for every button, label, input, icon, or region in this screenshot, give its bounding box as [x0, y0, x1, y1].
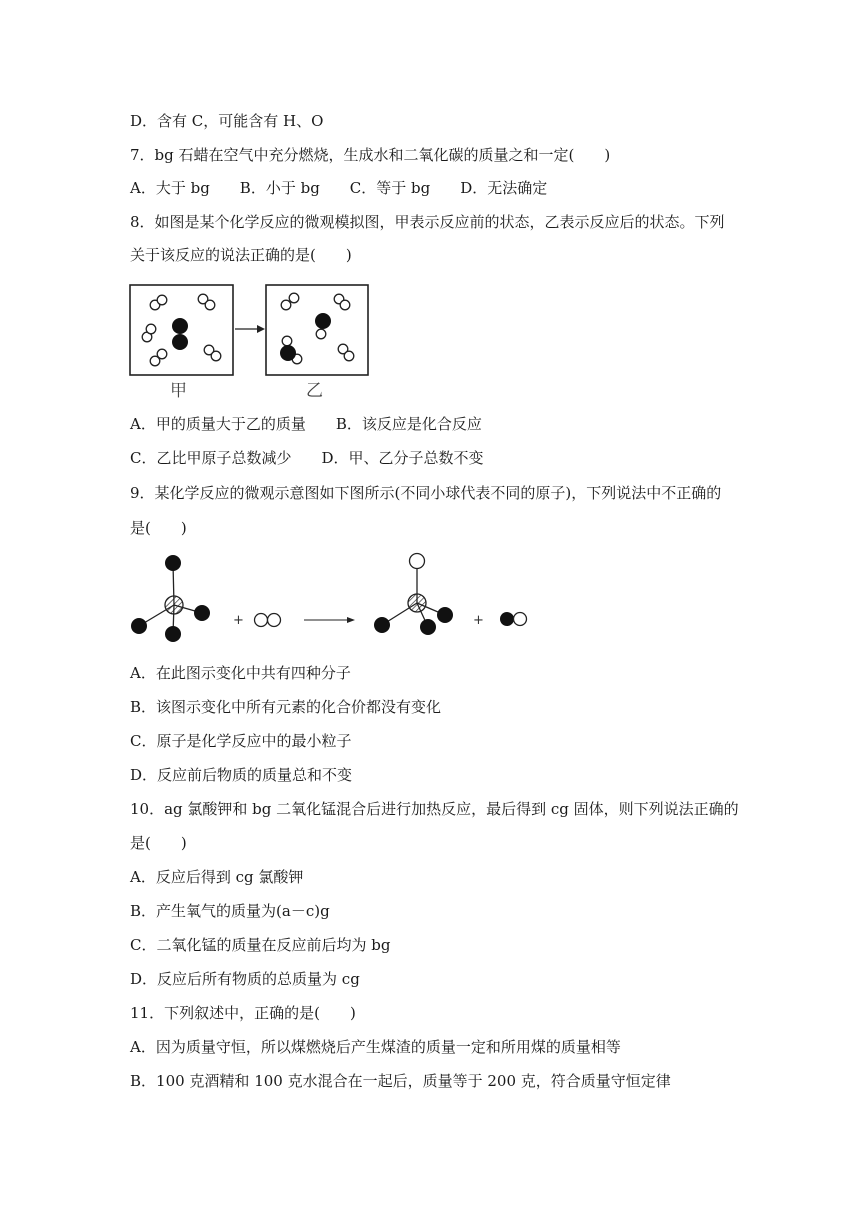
q10-option-c: C．二氧化锰的质量在反应前后均为 bg — [130, 936, 391, 954]
q9-stem-line1: 9．某化学反应的微观示意图如下图所示(不同小球代表不同的原子)，下列说法中不正确的 — [130, 484, 722, 502]
q10-option-d: D．反应后所有物质的总质量为 cg — [130, 970, 360, 988]
svg-text:+: + — [233, 613, 244, 628]
q6-option-d: D．含有 C，可能含有 H、O — [130, 112, 324, 130]
before-label: 甲 — [170, 381, 187, 401]
q9-figure — [128, 548, 543, 648]
after-box — [266, 285, 368, 375]
q10-option-b: B．产生氧气的质量为(a－c)g — [130, 902, 330, 920]
q9-option-c: C．原子是化学反应中的最小粒子 — [130, 732, 352, 750]
q8-stem-line2: 关于该反应的说法正确的是( ) — [130, 246, 352, 264]
q11-option-b: B．100 克酒精和 100 克水混合在一起后，质量等于 200 克，符合质量守恒定律 — [130, 1072, 671, 1090]
q8-figure — [128, 282, 373, 402]
q9-option-b: B．该图示变化中所有元素的化合价都没有变化 — [130, 698, 442, 716]
q11-stem: 11．下列叙述中，正确的是( ) — [130, 1004, 356, 1022]
q8-options-cd: C．乙比甲原子总数减少 D．甲、乙分子总数不变 — [130, 449, 484, 467]
q9-option-a: A．在此图示变化中共有四种分子 — [130, 664, 351, 682]
q9-stem-line2: 是( ) — [130, 519, 187, 537]
q7-stem: 7．bg 石蜡在空气中充分燃烧，生成水和二氧化碳的质量之和一定( ) — [130, 146, 611, 164]
q10-stem-line1: 10．ag 氯酸钾和 bg 二氧化锰混合后进行加热反应，最后得到 cg 固体，则下列说法正确的 — [130, 800, 739, 818]
q11-option-a: A．因为质量守恒，所以煤燃烧后产生煤渣的质量一定和所用煤的质量相等 — [130, 1038, 621, 1056]
q8-options-ab: A．甲的质量大于乙的质量 B．该反应是化合反应 — [130, 415, 482, 433]
q8-stem-line1: 8．如图是某个化学反应的微观模拟图，甲表示反应前的状态，乙表示反应后的状态。下列 — [130, 213, 725, 231]
q10-option-a: A．反应后得到 cg 氯酸钾 — [130, 868, 304, 886]
after-label: 乙 — [306, 381, 323, 401]
svg-text:+: + — [473, 613, 484, 628]
q7-options: A．大于 bg B．小于 bg C．等于 bg D．无法确定 — [130, 179, 548, 197]
q10-stem-line2: 是( ) — [130, 834, 187, 852]
q9-option-d: D．反应前后物质的质量总和不变 — [130, 766, 353, 784]
